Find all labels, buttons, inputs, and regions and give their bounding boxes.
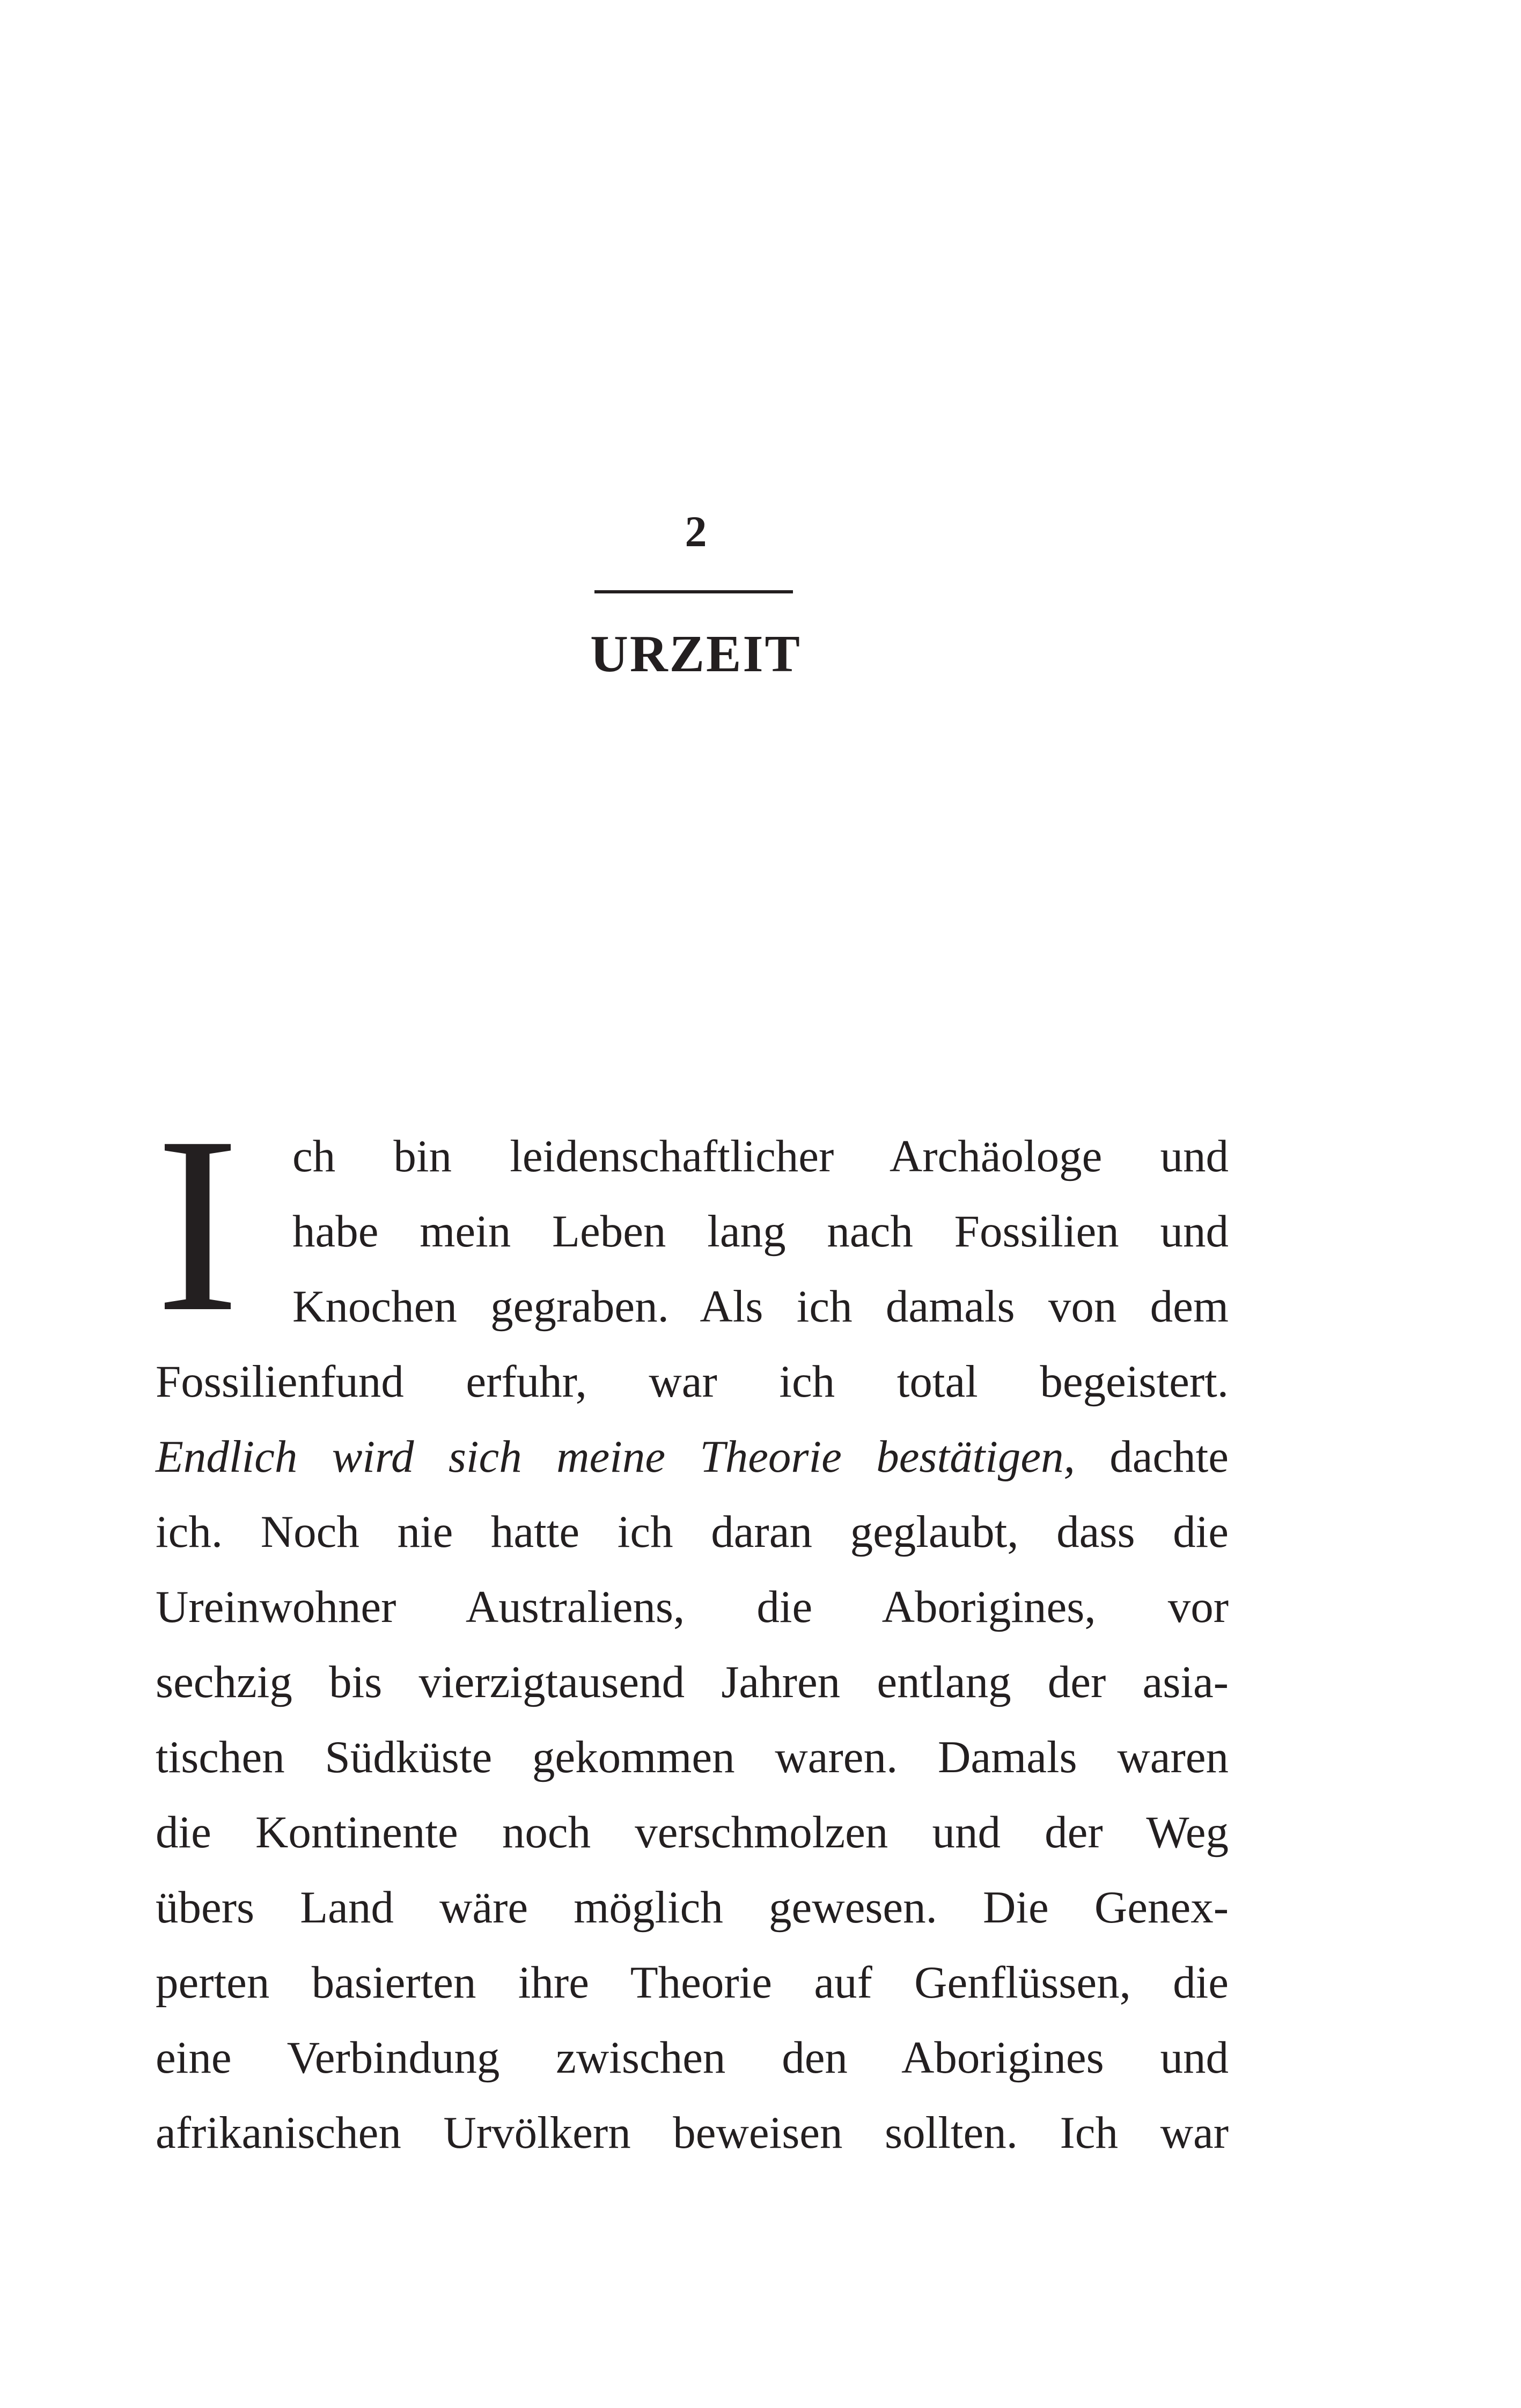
- text-fragment: dachte: [1109, 1431, 1229, 1482]
- text-line: afrikanischen Urvölkern beweisen sollten. Ich war: [156, 2108, 1229, 2158]
- text-line: sechzig bis vierzigtausend Jahren entlang der asia-: [156, 1657, 1229, 1707]
- chapter-number: 2: [685, 507, 707, 556]
- text-line: ch bin leidenschaftlicher Archäologe und: [292, 1131, 1229, 1181]
- text-line: habe mein Leben lang nach Fossilien und: [292, 1206, 1229, 1257]
- text-line: Ureinwohner Australiens, die Aborigines, vor: [156, 1582, 1229, 1632]
- chapter-divider: [594, 590, 793, 593]
- text-line: die Kontinente noch verschmolzen und der Weg: [156, 1807, 1229, 1858]
- text-line: Fossilienfund erfuhr, war ich total begeistert.: [156, 1356, 1229, 1407]
- chapter-title: URZEIT: [590, 625, 802, 683]
- drop-cap: I: [156, 1084, 240, 1364]
- text-line: ich. Noch nie hatte ich daran geglaubt, dass die: [156, 1507, 1229, 1557]
- text-line-with-italic: [156, 1425, 1229, 1489]
- text-line: eine Verbindung zwischen den Aborigines und: [156, 2032, 1229, 2083]
- italic-thought: Endlich wird sich meine Theorie bestätigen,: [156, 1431, 1075, 1482]
- text-line: perten basierten ihre Theorie auf Genflüssen, die: [156, 1957, 1229, 2008]
- text-line: Knochen gegraben. Als ich damals von dem: [292, 1281, 1229, 1332]
- text-line: übers Land wäre möglich gewesen. Die Genex-: [156, 1882, 1229, 1933]
- text-line: tischen Südküste gekommen waren. Damals waren: [156, 1732, 1229, 1782]
